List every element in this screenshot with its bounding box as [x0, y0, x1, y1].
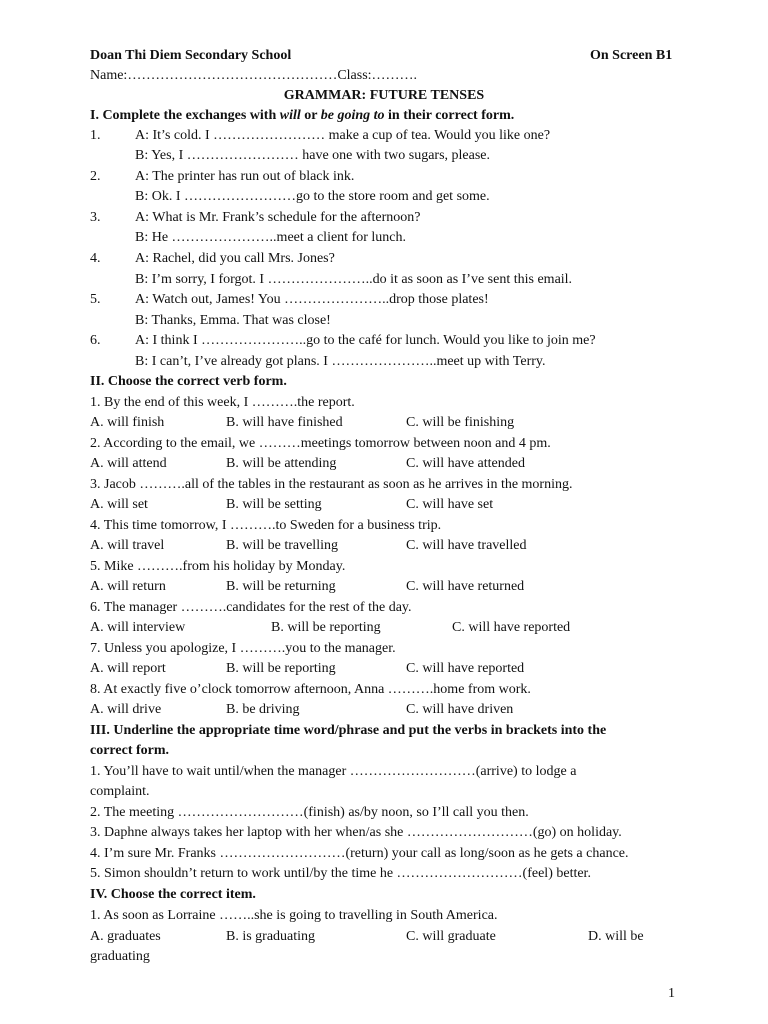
question-text: 6. The manager ……….candidates for the rest of the day. — [90, 600, 412, 615]
exchange-line-b: B: Thanks, Emma. That was close! — [135, 313, 331, 328]
option-b: B. will be reporting — [271, 620, 381, 635]
sentence-line: 4. I’m sure Mr. Franks ………………………(return) your call as long/soon as he gets a chance. — [90, 846, 629, 861]
exchange-line-a: A: Watch out, James! You …………………..drop those plates! — [135, 292, 489, 307]
sentence-line: 2. The meeting ………………………(finish) as/by noon, so I’ll call you then. — [90, 805, 529, 820]
question-text: 3. Jacob ……….all of the tables in the restaurant as soon as he arrives in the morning. — [90, 477, 573, 492]
option-d-continued: graduating — [90, 949, 150, 964]
section-2-heading: II. Choose the correct verb form. — [90, 374, 287, 389]
option-c: C. will have set — [406, 497, 494, 512]
option-c: C. will have travelled — [406, 538, 527, 553]
question-text: 7. Unless you apologize, I ……….you to the manager. — [90, 641, 396, 656]
option-b: B. will be attending — [226, 456, 337, 471]
section-3-heading: III. Underline the appropriate time word/phrase and put the verbs in brackets into the — [90, 723, 607, 738]
school-name: Doan Thi Diem Secondary School — [90, 48, 292, 63]
option-a: A. will interview — [90, 620, 186, 635]
exchange-line-a: A: What is Mr. Frank’s schedule for the afternoon? — [135, 210, 421, 225]
option-d: D. will be — [588, 929, 644, 944]
exchange-line-a: A: I think I …………………..go to the café for lunch. Would you like to join me? — [135, 333, 596, 348]
option-a: A. will attend — [90, 456, 167, 471]
option-a: A. will set — [90, 497, 148, 512]
exchange-line-b: B: He …………………..meet a client for lunch. — [135, 230, 406, 245]
exchange-line-b: B: I can’t, I’ve already got plans. I …………………..meet up with Terry. — [135, 354, 546, 369]
sentence-line: complaint. — [90, 784, 150, 799]
question-text: 5. Mike ……….from his holiday by Monday. — [90, 559, 346, 574]
question-text: 1. As soon as Lorraine ……..she is going to travelling in South America. — [90, 908, 498, 923]
option-b: B. is graduating — [226, 929, 316, 944]
section-1-heading: I. Complete the exchanges with will or be going to in their correct form. — [90, 108, 515, 123]
exchange-line-a: A: The printer has run out of black ink. — [135, 169, 355, 184]
option-c: C. will have attended — [406, 456, 525, 471]
question-text: 1. By the end of this week, I ……….the report. — [90, 395, 355, 410]
option-c: C. will have returned — [406, 579, 525, 594]
question-text: 4. This time tomorrow, I ……….to Sweden for a business trip. — [90, 518, 442, 533]
section-4-heading: IV. Choose the correct item. — [90, 887, 256, 902]
exchange-line-a: A: Rachel, did you call Mrs. Jones? — [135, 251, 335, 266]
exchange-line-b: B: Yes, I …………………… have one with two sugars, please. — [135, 148, 491, 163]
question-text: 8. At exactly five o’clock tomorrow afternoon, Anna ……….home from work. — [90, 682, 531, 697]
option-c: C. will graduate — [406, 929, 496, 944]
exchange-line-b: B: I’m sorry, I forgot. I …………………..do it as soon as I’ve sent this email. — [135, 272, 573, 287]
item-number: 4. — [90, 251, 101, 266]
section-3-heading-cont: correct form. — [90, 743, 170, 758]
course-name: On Screen B1 — [590, 48, 673, 63]
option-c: C. will have driven — [406, 702, 514, 717]
option-b: B. will be reporting — [226, 661, 336, 676]
option-c: C. will have reported — [406, 661, 525, 676]
item-number: 1. — [90, 128, 101, 143]
page-title: GRAMMAR: FUTURE TENSES — [283, 88, 485, 103]
option-b: B. will have finished — [226, 415, 343, 430]
option-a: A. graduates — [90, 929, 161, 944]
option-a: A. will travel — [90, 538, 165, 553]
exchange-line-a: A: It’s cold. I …………………… make a cup of tea. Would you like one? — [135, 128, 551, 143]
item-number: 5. — [90, 292, 101, 307]
option-b: B. will be setting — [226, 497, 322, 512]
item-number: 2. — [90, 169, 101, 184]
sentence-line: 5. Simon shouldn’t return to work until/by the time he ………………………(feel) better. — [90, 866, 591, 881]
item-number: 3. — [90, 210, 101, 225]
option-b: B. be driving — [226, 702, 300, 717]
exchange-line-b: B: Ok. I ……………………go to the store room and get some. — [135, 189, 490, 204]
name-class-line: Name:………………………………………Class:………. — [90, 68, 418, 83]
sentence-line: 1. You’ll have to wait until/when the manager ………………………(arrive) to lodge a — [90, 764, 577, 779]
option-c: C. will have reported — [452, 620, 571, 635]
item-number: 6. — [90, 333, 101, 348]
question-text: 2. According to the email, we ………meetings tomorrow between noon and 4 pm. — [90, 436, 551, 451]
option-a: A. will finish — [90, 415, 165, 430]
option-a: A. will return — [90, 579, 166, 594]
option-c: C. will be finishing — [406, 415, 515, 430]
option-b: B. will be returning — [226, 579, 336, 594]
option-b: B. will be travelling — [226, 538, 338, 553]
sentence-line: 3. Daphne always takes her laptop with her when/as she ………………………(go) on holiday. — [90, 825, 622, 840]
option-a: A. will drive — [90, 702, 162, 717]
page-number: 1 — [668, 986, 675, 1001]
option-a: A. will report — [90, 661, 166, 676]
